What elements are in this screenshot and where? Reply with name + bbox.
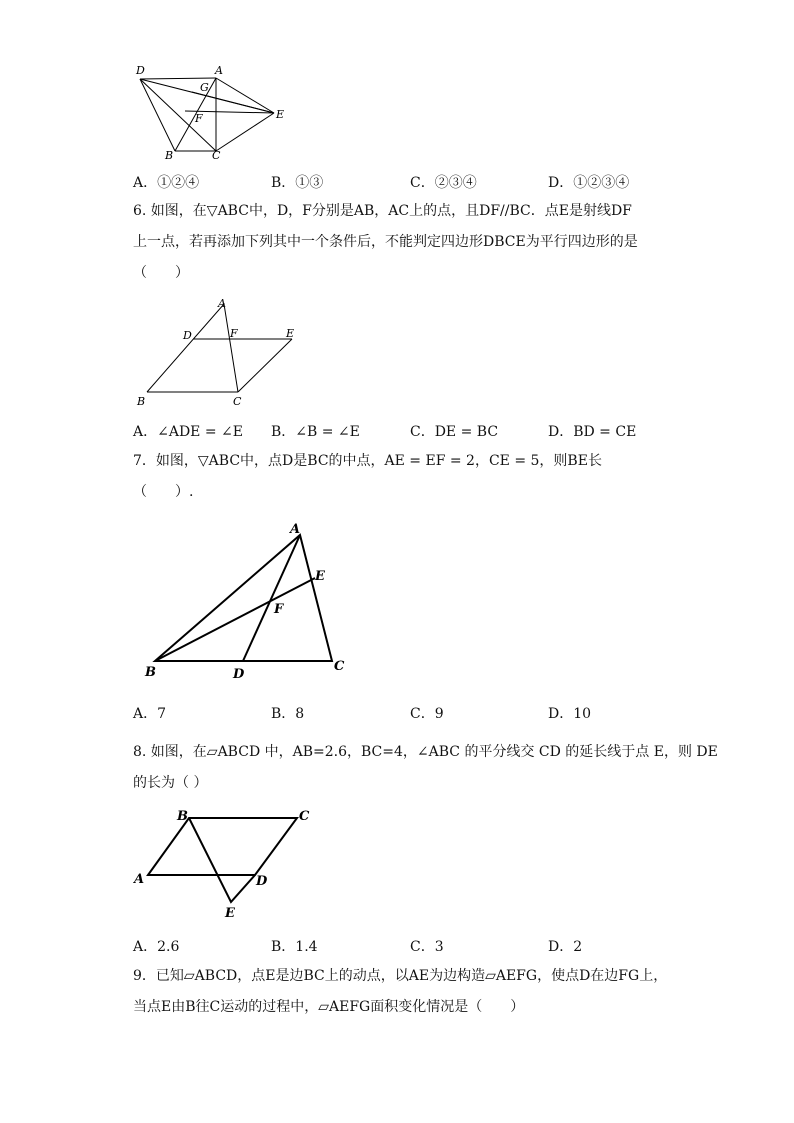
label-A: A bbox=[215, 64, 223, 77]
q7-option-d[interactable]: D．10 bbox=[548, 706, 592, 722]
q8-option-d[interactable]: D．2 bbox=[548, 939, 583, 955]
q7-option-a[interactable]: A．7 bbox=[133, 706, 167, 722]
figure-q8 bbox=[132, 805, 332, 925]
q8-option-c[interactable]: C．3 bbox=[410, 939, 444, 955]
q6-option-b[interactable]: B．∠B = ∠E bbox=[271, 424, 360, 440]
label-E: E bbox=[286, 327, 295, 340]
label-A: A bbox=[290, 522, 301, 537]
label-D: D bbox=[256, 874, 268, 889]
q8-option-b[interactable]: B．1.4 bbox=[271, 939, 318, 955]
figure-q6 bbox=[135, 295, 305, 415]
label-B: B bbox=[177, 809, 188, 824]
label-B: B bbox=[165, 149, 174, 162]
q9-text-line1: 9．已知▱ABCD，点E是边BC上的动点，以AE为边构造▱AEFG，使点D在边FG上， bbox=[133, 968, 668, 984]
q8-option-a[interactable]: A．2.6 bbox=[133, 939, 180, 955]
label-E: E bbox=[225, 906, 235, 921]
q6-option-a[interactable]: A．∠ADE = ∠E bbox=[133, 424, 243, 440]
q6-option-c[interactable]: C．DE = BC bbox=[410, 424, 499, 440]
q7-text-line1: 7．如图，▽ABC中，点D是BC的中点，AE = EF = 2，CE = 5，则BE长 bbox=[133, 453, 602, 469]
q9-text-line2: 当点E由B往C运动的过程中，▱AEFG面积变化情况是（ ） bbox=[133, 999, 525, 1015]
q6-option-d[interactable]: D．BD = CE bbox=[548, 424, 637, 440]
label-C: C bbox=[334, 659, 345, 674]
q5-option-d[interactable]: D．①②③④ bbox=[548, 175, 630, 191]
q5-option-c[interactable]: C．②③④ bbox=[410, 175, 477, 191]
label-D: D bbox=[136, 64, 145, 77]
label-B: B bbox=[137, 395, 146, 408]
label-F: F bbox=[274, 602, 284, 617]
label-C: C bbox=[212, 149, 221, 162]
label-A: A bbox=[218, 297, 226, 310]
q5-option-a[interactable]: A．①②④ bbox=[133, 175, 200, 191]
q7-option-b[interactable]: B．8 bbox=[271, 706, 305, 722]
q7-option-c[interactable]: C．9 bbox=[410, 706, 444, 722]
label-C: C bbox=[233, 395, 242, 408]
label-C: C bbox=[299, 809, 310, 824]
q8-text-line2: 的长为（ ） bbox=[133, 775, 208, 791]
q6-text-line2: 上一点，若再添加下列其中一个条件后，不能判定四边形DBCE为平行四边形的是 bbox=[133, 234, 638, 250]
figure-q5 bbox=[130, 60, 300, 170]
label-G: G bbox=[200, 81, 209, 94]
label-E: E bbox=[276, 108, 285, 121]
label-D: D bbox=[183, 329, 192, 342]
label-B: B bbox=[145, 665, 156, 680]
label-F: F bbox=[230, 327, 238, 340]
label-E: E bbox=[315, 569, 325, 584]
label-A: A bbox=[134, 872, 145, 887]
q6-text-line1: 6. 如图，在▽ABC中，D，F分别是AB，AC上的点，且DF//BC．点E是射线DF bbox=[133, 203, 632, 219]
q6-text-line3: （ ） bbox=[133, 265, 189, 281]
figure-q7 bbox=[140, 515, 360, 685]
q8-text-line1: 8. 如图，在▱ABCD 中，AB=2.6，BC=4，∠ABC 的平分线交 CD 的延长线于点 E，则 DE bbox=[133, 744, 718, 760]
q7-text-line2: （ ）. bbox=[133, 484, 194, 500]
q5-option-b[interactable]: B．①③ bbox=[271, 175, 324, 191]
label-F: F bbox=[195, 112, 203, 125]
label-D: D bbox=[233, 667, 245, 682]
